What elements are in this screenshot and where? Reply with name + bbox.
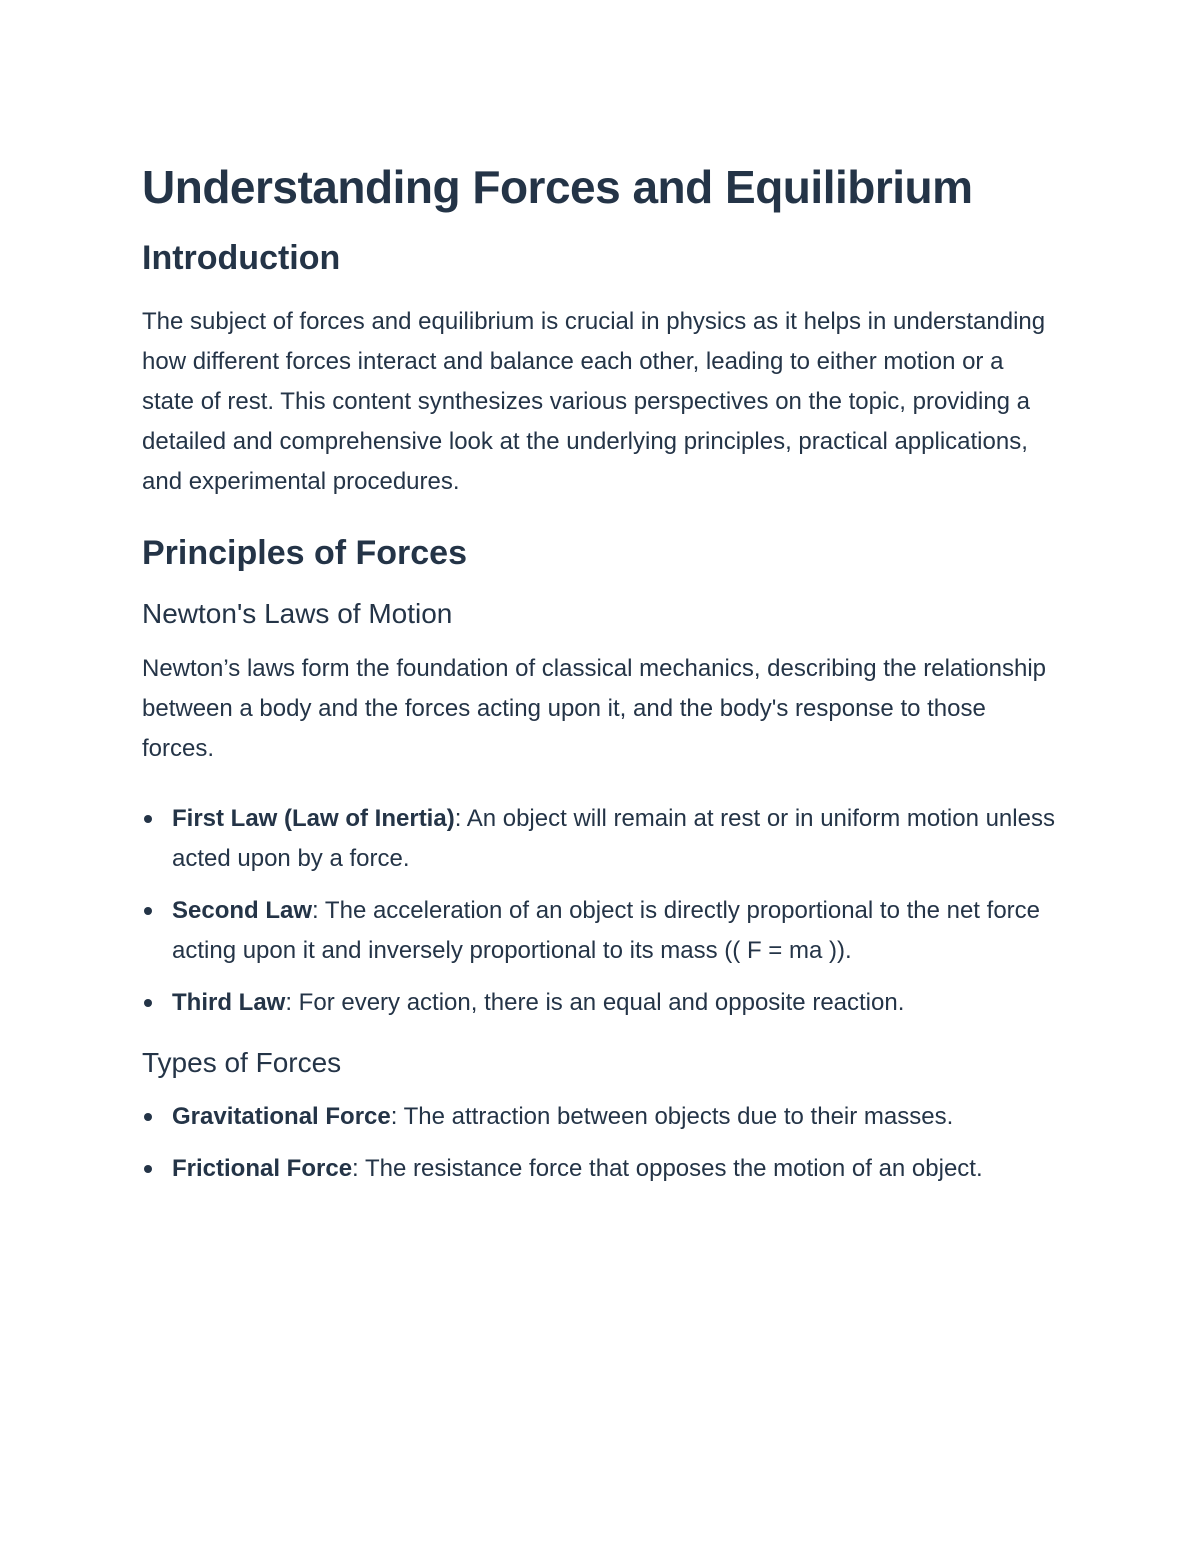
intro-heading: Introduction — [142, 239, 341, 278]
bullet-icon — [144, 999, 152, 1007]
list-item-term: First Law (Law of Inertia) — [172, 804, 455, 832]
intro-paragraph: The subject of forces and equilibrium is crucial in physics as it helps in understanding how different forces interact and balance each other, leading to either motion or a state of rest. This content synthesizes various perspectives on the topic, providing a detailed and comprehensive look at the underlying principles, practical applications, and experimental procedures. — [142, 307, 1046, 495]
newton-laws-list — [142, 799, 1062, 1023]
list-item-gravitational-force — [142, 1097, 1062, 1137]
document-title: Understanding Forces and Equilibrium — [142, 161, 973, 213]
types-of-forces-heading: Types of Forces — [142, 1046, 342, 1078]
newton-laws-paragraph: Newton’s laws form the foundation of classical mechanics, describing the relationship between a body and the forces acting upon it, and the body's response to those forces. — [142, 654, 1047, 762]
list-item-term: Second Law — [172, 896, 313, 924]
bullet-icon — [144, 815, 152, 823]
list-item-third-law — [142, 983, 1062, 1023]
list-item-term: Gravitational Force — [172, 1102, 391, 1130]
list-item-desc: : The acceleration of an object is directly proportional to the net force acting upon it and inversely proportional to its mass (( F = ma )). — [172, 896, 1040, 964]
principles-heading: Principles of Forces — [142, 533, 467, 572]
list-item-first-law — [142, 799, 1062, 879]
list-item-desc: : For every action, there is an equal and opposite reaction. — [285, 988, 905, 1016]
list-item-second-law — [142, 891, 1062, 971]
list-item-term: Frictional Force — [172, 1154, 353, 1182]
list-item-desc: : The attraction between objects due to their masses. — [390, 1102, 954, 1130]
list-item-desc: : The resistance force that opposes the motion of an object. — [352, 1154, 983, 1182]
list-item-term: Third Law — [172, 988, 286, 1016]
list-item-desc: : An object will remain at rest or in uniform motion unless acted upon by a force. — [172, 804, 1055, 872]
bullet-icon — [144, 1113, 152, 1121]
document-page — [142, 160, 1062, 1211]
bullet-icon — [144, 1165, 152, 1173]
newton-laws-heading: Newton's Laws of Motion — [142, 598, 453, 630]
types-of-forces-list — [142, 1097, 1062, 1189]
bullet-icon — [144, 907, 152, 915]
list-item-frictional-force — [142, 1149, 1062, 1189]
